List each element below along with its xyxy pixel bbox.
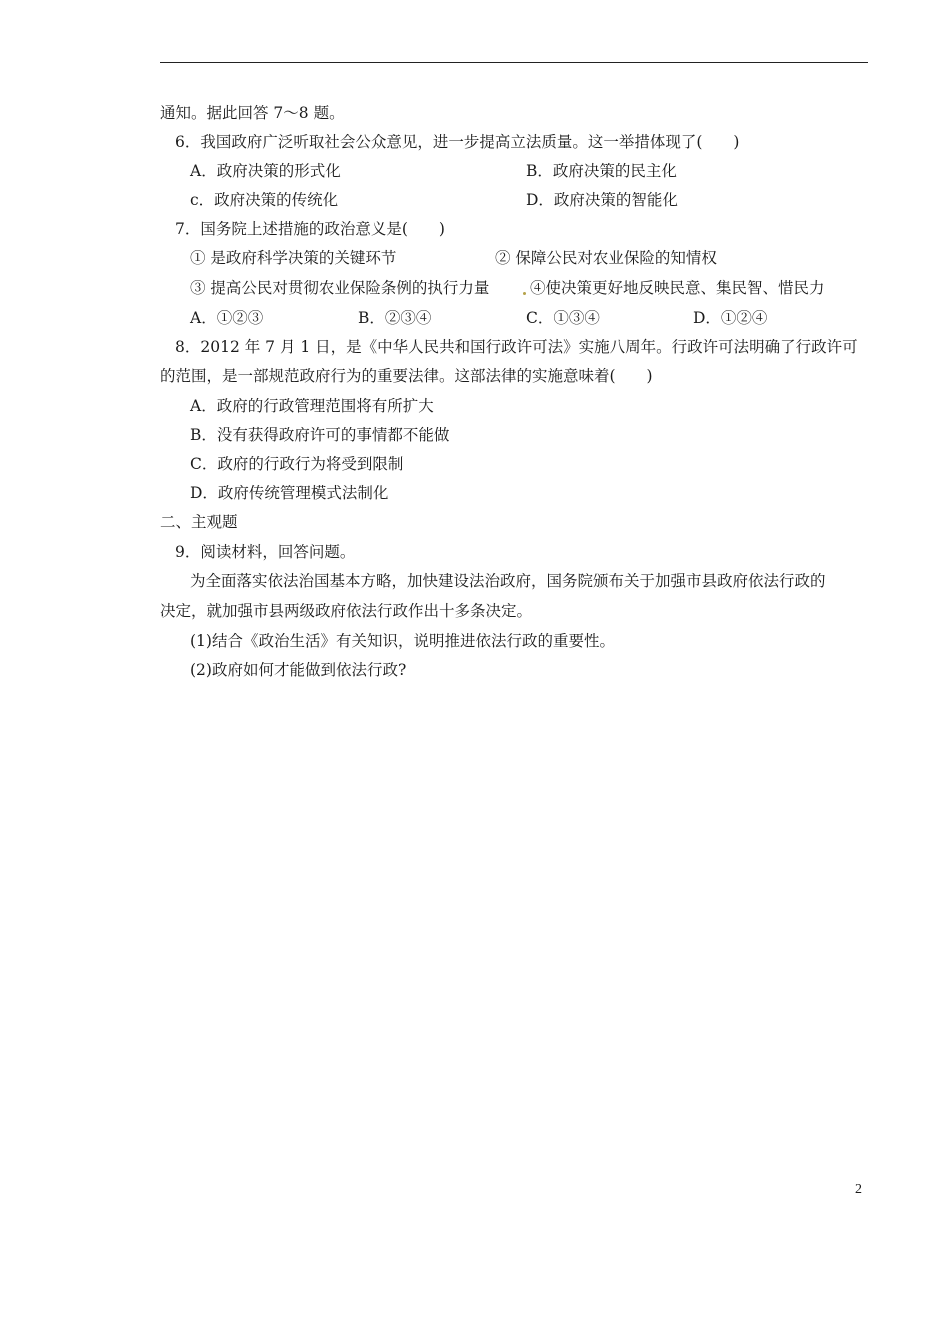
header-rule — [160, 62, 868, 63]
q6-option-d: D．政府决策的智能化 — [526, 191, 678, 209]
q7-option-c: C．①③④ — [526, 309, 600, 327]
question-8-stem-line2: 的范围，是一部规范政府行为的重要法律。这部法律的实施意味着( ) — [160, 367, 653, 385]
q8-option-d: D．政府传统管理模式法制化 — [190, 484, 389, 502]
intro-tail: 通知。据此回答 7～8 题。 — [160, 104, 345, 122]
q9-subquestion-2: (2)政府如何才能做到依法行政? — [190, 661, 407, 679]
q7-option-d: D．①②④ — [693, 309, 768, 327]
question-6-stem: 6．我国政府广泛听取社会公众意见，进一步提高立法质量。这一举措体现了( ) — [175, 133, 740, 151]
q9-material-line1: 为全面落实依法治国基本方略，加快建设法治政府，国务院颁布关于加强市县政府依法行政的 — [190, 572, 826, 590]
section-heading: 二、主观题 — [160, 513, 238, 531]
page-number: 2 — [855, 1182, 862, 1197]
q7-option-b: B．②③④ — [358, 309, 432, 327]
q7-statement-2: ② 保障公民对农业保险的知情权 — [495, 249, 717, 267]
q8-option-a: A．政府的行政管理范围将有所扩大 — [190, 397, 434, 415]
speck-mark — [520, 278, 529, 298]
q8-option-b: B．没有获得政府许可的事情都不能做 — [190, 426, 450, 444]
q7-statement-1: ① 是政府科学决策的关键环节 — [190, 249, 397, 267]
q7-statement-4: ④使决策更好地反映民意、集民智、惜民力 — [530, 279, 825, 297]
q9-subquestion-1: (1)结合《政治生活》有关知识，说明推进依法行政的重要性。 — [190, 632, 615, 650]
q7-statement-3: ③ 提高公民对贯彻农业保险条例的执行力量 — [190, 279, 490, 297]
q7-option-a: A．①②③ — [190, 309, 264, 327]
question-7-stem: 7．国务院上述措施的政治意义是( ) — [175, 220, 445, 238]
q6-option-a: A．政府决策的形式化 — [190, 162, 341, 180]
q6-option-b: B．政府决策的民主化 — [526, 162, 677, 180]
q6-option-c: c．政府决策的传统化 — [190, 191, 339, 209]
question-9-stem: 9．阅读材料，回答问题。 — [175, 543, 356, 561]
q9-material-line2: 决定，就加强市县两级政府依法行政作出十多条决定。 — [160, 602, 533, 620]
question-8-stem-line1: 8．2012 年 7 月 1 日，是《中华人民共和国行政许可法》实施八周年。行政许可法明确了行政许可 — [175, 338, 858, 356]
q8-option-c: C．政府的行政行为将受到限制 — [190, 455, 404, 473]
